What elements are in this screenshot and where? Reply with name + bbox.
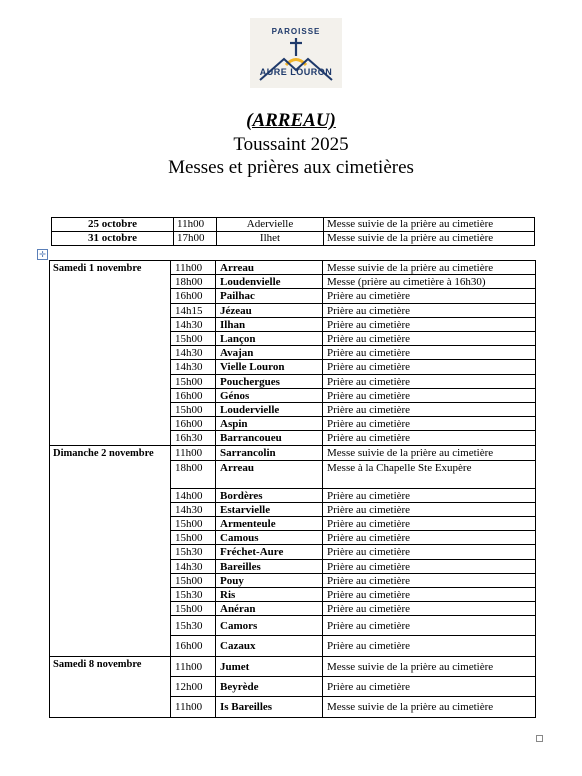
- event-cell: Messe suivie de la prière au cimetière: [324, 218, 535, 232]
- place-cell: Camous: [216, 531, 322, 545]
- event-cell: Prière au cimetière: [327, 432, 411, 445]
- place-cell: Pouy: [216, 574, 322, 588]
- place-cell: Adervielle: [217, 218, 324, 232]
- place-cell: Barrancoueu: [220, 432, 282, 445]
- place-cell: Anéran: [216, 602, 322, 616]
- page-subtitle-2: Messes et prières aux cimetières: [168, 157, 414, 178]
- place-cell: Sarrancolin: [216, 446, 322, 460]
- event-cell: Prière au cimetière: [323, 588, 535, 602]
- event-column: [323, 657, 536, 718]
- event-cell: Prière au cimetière: [323, 503, 535, 517]
- place-cell: Ris: [216, 588, 322, 602]
- time-column: [171, 261, 216, 446]
- event-column: [323, 261, 536, 446]
- page-title: (ARREAU): [246, 110, 336, 131]
- place-cell: Is Bareilles: [220, 701, 273, 714]
- place-column: [216, 446, 323, 657]
- day-block: [50, 657, 536, 718]
- time-cell: 15h00: [171, 517, 215, 531]
- time-cell: 15h00: [171, 375, 215, 389]
- time-cell: 14h00: [171, 489, 215, 503]
- november-schedule-table: [49, 260, 536, 718]
- event-cell: Prière au cimetière: [323, 332, 535, 346]
- table-row: [52, 232, 535, 246]
- day-block: [50, 261, 536, 446]
- day-label: Dimanche 2 novembre: [50, 446, 171, 657]
- place-cell: Bordères: [216, 489, 322, 503]
- place-cell: Arreau: [216, 261, 322, 275]
- time-cell: 16h00: [171, 389, 215, 403]
- event-cell: Prière au cimetière: [323, 517, 535, 531]
- october-schedule-table: [51, 217, 535, 246]
- event-cell: Messe suivie de la prière au cimetière: [323, 446, 535, 460]
- parish-logo: [250, 18, 342, 88]
- place-column: [216, 657, 323, 718]
- time-cell: 15h00: [171, 574, 215, 588]
- event-cell: Prière au cimetière: [323, 489, 535, 503]
- table-row: [52, 218, 535, 232]
- place-cell: Bareilles: [216, 560, 322, 574]
- time-cell: 14h30: [171, 560, 215, 574]
- place-cell: Aspin: [216, 417, 322, 431]
- place-cell: Armenteule: [216, 517, 322, 531]
- place-cell: Pouchergues: [216, 375, 322, 389]
- time-column: [171, 446, 216, 657]
- table-move-handle-icon[interactable]: ✛: [37, 249, 48, 260]
- place-cell: Loudenvielle: [216, 275, 322, 289]
- place-cell: Ilhet: [217, 232, 324, 246]
- time-cell: 18h00: [171, 275, 215, 289]
- event-cell: Messe à la Chapelle Ste Exupère: [323, 461, 535, 489]
- time-cell: 16h00: [171, 417, 215, 431]
- date-cell: 31 octobre: [52, 232, 174, 246]
- time-cell: 14h30: [171, 346, 215, 360]
- time-cell: 15h30: [171, 588, 215, 602]
- time-cell: 14h30: [171, 318, 215, 332]
- table-resize-handle[interactable]: [536, 735, 543, 742]
- time-cell: 11h00: [175, 701, 203, 714]
- event-cell: Prière au cimetière: [323, 574, 535, 588]
- event-cell: Prière au cimetière: [323, 545, 535, 559]
- time-cell: 15h00: [171, 602, 215, 616]
- place-cell: Avajan: [216, 346, 322, 360]
- time-cell: 15h00: [171, 403, 215, 417]
- event-cell: Prière au cimetière: [323, 417, 535, 431]
- time-cell: 11h00: [174, 218, 217, 232]
- page-subtitle: Toussaint 2025: [233, 134, 349, 155]
- day-label: Samedi 8 novembre: [50, 657, 171, 718]
- place-cell: Ilhan: [216, 318, 322, 332]
- date-cell: 25 octobre: [52, 218, 174, 232]
- time-cell: 16h00: [175, 640, 203, 653]
- time-cell: 15h30: [171, 545, 215, 559]
- event-cell: Prière au cimetière: [323, 304, 535, 318]
- event-cell: Prière au cimetière: [323, 560, 535, 574]
- place-cell: Jumet: [216, 657, 322, 677]
- place-cell: Loudervielle: [216, 403, 322, 417]
- event-cell: Prière au cimetière: [323, 289, 535, 303]
- event-cell: Prière au cimetière: [323, 389, 535, 403]
- time-cell: 14h30: [171, 503, 215, 517]
- event-cell: Prière au cimetière: [323, 602, 535, 616]
- time-cell: 15h00: [171, 332, 215, 346]
- event-cell: Prière au cimetière: [323, 346, 535, 360]
- place-cell: Camors: [216, 616, 322, 636]
- time-cell: 11h00: [171, 446, 215, 460]
- event-cell: Prière au cimetière: [327, 640, 411, 653]
- place-cell: Lançon: [216, 332, 322, 346]
- time-cell: 14h15: [171, 304, 215, 318]
- place-cell: Vielle Louron: [216, 360, 322, 374]
- time-cell: 17h00: [174, 232, 217, 246]
- place-cell: Arreau: [216, 461, 322, 489]
- place-cell: Jézeau: [216, 304, 322, 318]
- time-cell: 16h00: [171, 289, 215, 303]
- event-cell: Prière au cimetière: [323, 375, 535, 389]
- time-cell: 12h00: [171, 677, 215, 697]
- logo-bottom-text: AURE LOURON: [259, 67, 333, 77]
- event-cell: Messe suivie de la prière au cimetière: [323, 657, 535, 677]
- time-cell: 16h30: [175, 432, 203, 445]
- place-cell: Génos: [216, 389, 322, 403]
- time-cell: 15h00: [171, 531, 215, 545]
- place-cell: Fréchet-Aure: [216, 545, 322, 559]
- event-cell: Messe suivie de la prière au cimetière: [324, 232, 535, 246]
- day-block: [50, 446, 536, 657]
- time-column: [171, 657, 216, 718]
- event-cell: Messe suivie de la prière au cimetière: [327, 701, 494, 714]
- event-cell: Messe suivie de la prière au cimetière: [323, 261, 535, 275]
- event-cell: Prière au cimetière: [323, 318, 535, 332]
- place-column: [216, 261, 323, 446]
- time-cell: 14h30: [171, 360, 215, 374]
- event-cell: Prière au cimetière: [323, 531, 535, 545]
- logo-top-text: PAROISSE: [271, 27, 321, 36]
- event-cell: Prière au cimetière: [323, 360, 535, 374]
- event-cell: Prière au cimetière: [323, 677, 535, 697]
- place-cell: Estarvielle: [216, 503, 322, 517]
- place-cell: Beyrède: [216, 677, 322, 697]
- time-cell: 11h00: [171, 261, 215, 275]
- time-cell: 11h00: [171, 657, 215, 677]
- time-cell: 18h00: [171, 461, 215, 489]
- time-cell: 15h30: [171, 616, 215, 636]
- event-cell: Prière au cimetière: [323, 616, 535, 636]
- event-column: [323, 446, 536, 657]
- event-cell: Prière au cimetière: [323, 403, 535, 417]
- place-cell: Pailhac: [216, 289, 322, 303]
- cross-mountain-icon: [250, 18, 342, 88]
- place-cell: Cazaux: [220, 640, 256, 653]
- day-label: Samedi 1 novembre: [50, 261, 171, 446]
- event-cell: Messe (prière au cimetière à 16h30): [323, 275, 535, 289]
